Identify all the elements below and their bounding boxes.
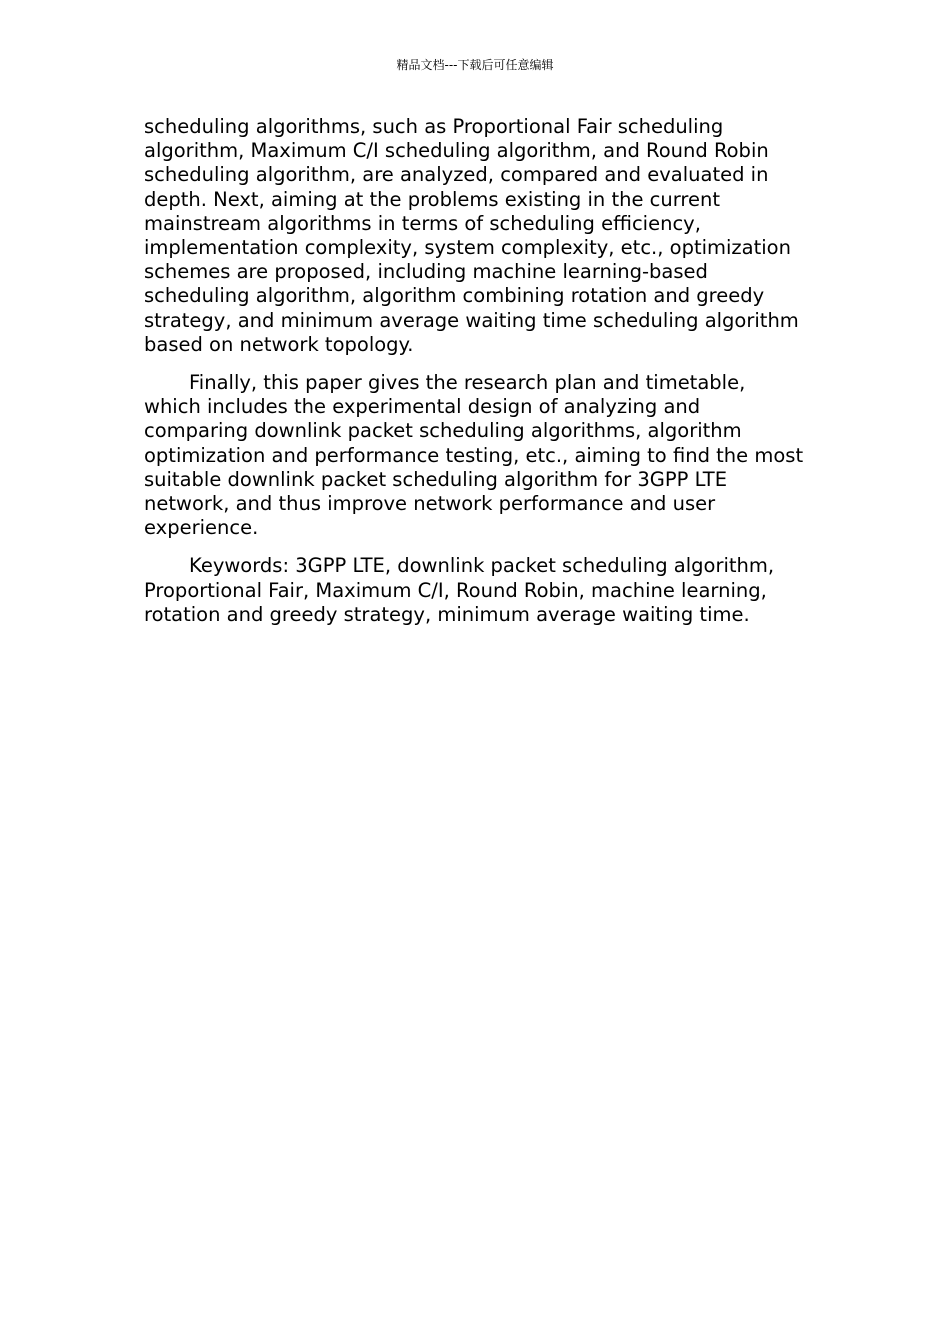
document-body — [144, 115, 804, 641]
paragraph-continuation: scheduling algorithms, such as Proportional Fair scheduling algorithm, Maximum C/I scheduling algorithm, and Round Robin scheduling algorithm, are analyzed, compared and evaluated in depth. Next, aiming at the problems existing in the current mainstream algorithms in terms of scheduling efficiency, implementation complexity, system complexity, etc., optimization schemes are proposed, including machine learning-based scheduling algorithm, algorithm combining rotation and greedy strategy, and minimum average waiting time scheduling algorithm based on network topology. — [144, 115, 799, 356]
paragraph-research-plan: Finally, this paper gives the research plan and timetable, which includes the experimental design of analyzing and comparing downlink packet scheduling algorithms, algorithm optimization and performance testing, etc., aiming to find the most suitable downlink packet scheduling algorithm for 3GPP LTE network, and thus improve network performance and user experience. — [144, 371, 804, 540]
page-header: 精品文档---下载后可任意编辑 — [396, 58, 554, 72]
paragraph-keywords: Keywords: 3GPP LTE, downlink packet scheduling algorithm, Proportional Fair, Maximum C/I, Round Robin, machine learning, rotation and greedy strategy, minimum average waiting time. — [144, 554, 775, 626]
